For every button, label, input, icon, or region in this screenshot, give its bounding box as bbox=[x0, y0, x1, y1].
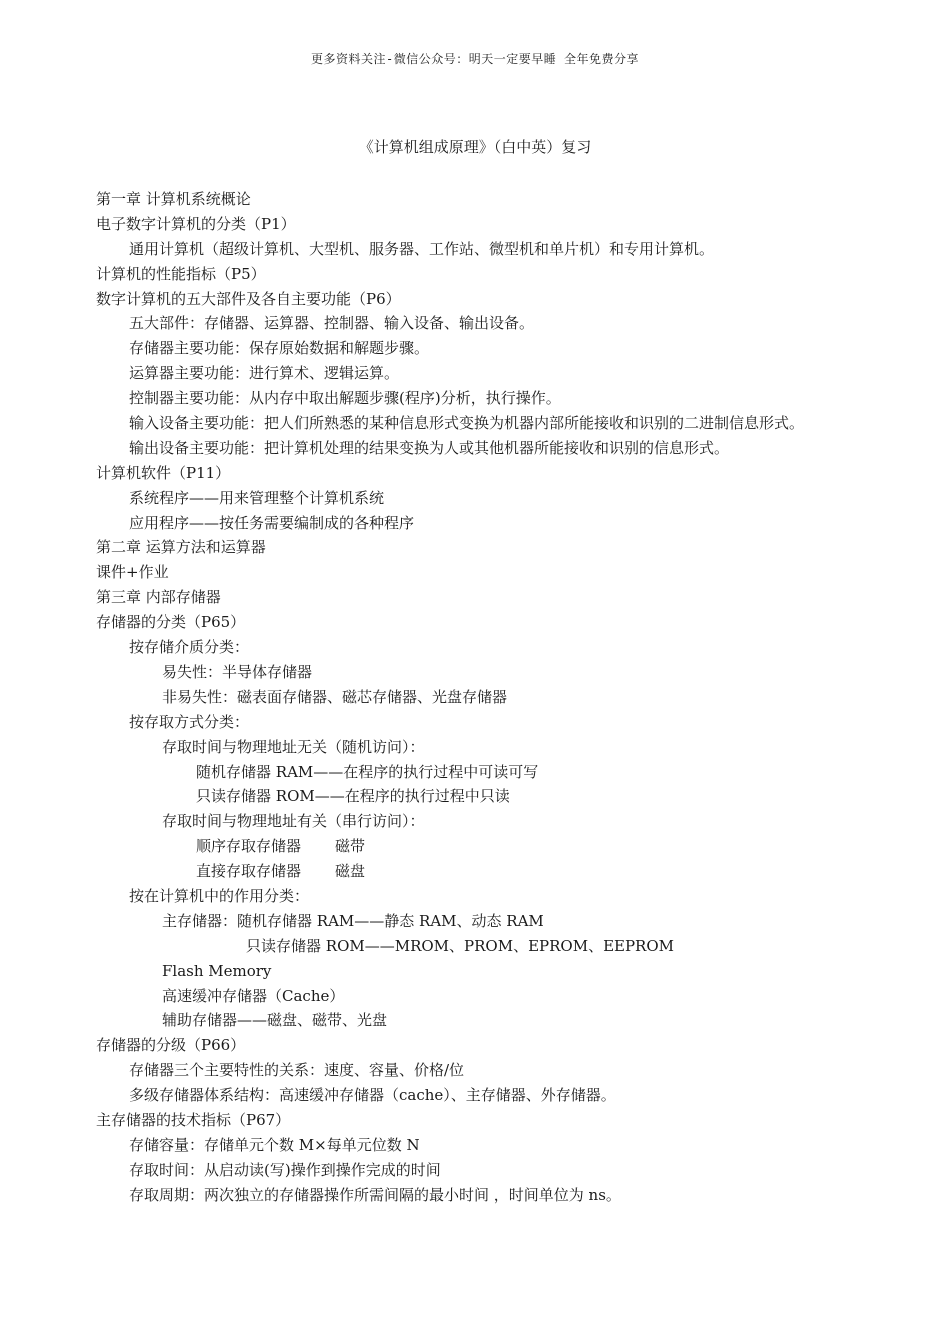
text-line bbox=[96, 884, 866, 909]
line-text: 按存取方式分类： bbox=[129, 712, 250, 731]
text-line bbox=[96, 1133, 866, 1158]
line-tail-text: 磁盘 bbox=[335, 862, 366, 881]
line-text: 按在计算机中的作用分类： bbox=[129, 886, 310, 905]
text-line bbox=[96, 909, 866, 934]
line-text: 第一章 计算机系统概论 bbox=[96, 190, 251, 208]
line-text: 随机存储器 RAM——在程序的执行过程中可读可写 bbox=[196, 762, 539, 781]
text-line bbox=[96, 1033, 866, 1058]
text-line bbox=[96, 809, 866, 834]
text-line bbox=[96, 411, 866, 436]
line-text: 主存储器的技术指标（P67） bbox=[96, 1110, 291, 1129]
text-line bbox=[96, 760, 866, 785]
text-line bbox=[96, 660, 866, 685]
line-text: 课件+作业 bbox=[96, 563, 169, 582]
line-text: 第二章 运算方法和运算器 bbox=[96, 538, 266, 557]
text-line bbox=[96, 436, 866, 461]
text-line bbox=[96, 187, 866, 212]
document-body bbox=[96, 187, 866, 1208]
document-title: 《计算机组成原理》（白中英）复习 bbox=[358, 138, 592, 156]
text-line bbox=[96, 361, 866, 386]
text-line bbox=[96, 461, 866, 486]
line-text: 存取周期：两次独立的存储器操作所需间隔的最小时间 ，时间单位为 ns。 bbox=[129, 1185, 621, 1204]
text-line bbox=[96, 859, 866, 884]
text-line bbox=[96, 237, 866, 262]
line-text: 五大部件：存储器、运算器、控制器、输入设备、输出设备。 bbox=[129, 314, 535, 333]
line-tail-text: 磁带 bbox=[335, 837, 366, 856]
line-text: 存储器的分级（P66） bbox=[96, 1036, 246, 1055]
text-line bbox=[96, 984, 866, 1009]
line-text: 计算机软件（P11） bbox=[96, 463, 231, 482]
line-text: 多级存储器体系结构：高速缓冲存储器（cache）、主存储器、外存储器。 bbox=[129, 1086, 616, 1105]
text-line bbox=[96, 784, 866, 809]
line-text: 数字计算机的五大部件及各自主要功能（P6） bbox=[96, 289, 401, 308]
line-text: 存储器的分类（P65） bbox=[96, 613, 246, 632]
line-text: 只读存储器 ROM——MROM、PROM、EPROM、EEPROM bbox=[246, 936, 675, 955]
text-line bbox=[96, 511, 866, 536]
text-line bbox=[96, 735, 866, 760]
text-line bbox=[96, 486, 866, 511]
page-header: 更多资料关注-微信公众号：明天一定要早睡 全年免费分享 bbox=[311, 52, 639, 66]
text-line bbox=[96, 685, 866, 710]
line-text: 应用程序——按任务需要编制成的各种程序 bbox=[129, 513, 415, 532]
text-line bbox=[96, 1083, 866, 1108]
line-text: 存取时间与物理地址有关（串行访问）： bbox=[162, 812, 425, 831]
text-line bbox=[96, 610, 866, 635]
text-line bbox=[96, 585, 866, 610]
line-text: 按存储介质分类： bbox=[129, 638, 250, 657]
line-text: 运算器主要功能：进行算术、逻辑运算。 bbox=[129, 364, 400, 383]
text-line bbox=[96, 834, 866, 859]
line-text: 系统程序——用来管理整个计算机系统 bbox=[129, 488, 385, 507]
text-line bbox=[96, 386, 866, 411]
line-text: 主存储器：随机存储器 RAM——静态 RAM、动态 RAM bbox=[162, 911, 544, 930]
text-line bbox=[96, 287, 866, 312]
text-line bbox=[96, 336, 866, 361]
line-text: 控制器主要功能：从内存中取出解题步骤(程序)分析，执行操作。 bbox=[129, 389, 561, 408]
line-text: 存储容量：存储单元个数 M×每单元位数 N bbox=[129, 1135, 420, 1154]
line-text: 通用计算机（超级计算机、大型机、服务器、工作站、微型机和单片机）和专用计算机。 bbox=[129, 239, 715, 258]
line-text: 计算机的性能指标（P5） bbox=[96, 264, 266, 283]
text-line bbox=[96, 262, 866, 287]
text-line bbox=[96, 635, 866, 660]
text-line bbox=[96, 1183, 866, 1208]
line-text: 辅助存储器——磁盘、磁带、光盘 bbox=[162, 1011, 388, 1030]
line-text: 存储器主要功能：保存原始数据和解题步骤。 bbox=[129, 339, 430, 358]
line-text: 存取时间与物理地址无关（随机访问）： bbox=[162, 737, 425, 756]
line-text: 存取时间：从启动读(写)操作到操作完成的时间 bbox=[129, 1160, 441, 1179]
text-line bbox=[96, 710, 866, 735]
text-line bbox=[96, 959, 866, 984]
line-text: 输入设备主要功能：把人们所熟悉的某种信息形式变换为机器内部所能接收和识别的二进制信息形式。 bbox=[129, 414, 805, 433]
line-text: 顺序存取存储器 bbox=[196, 837, 302, 856]
line-text: 非易失性：磁表面存储器、磁芯存储器、光盘存储器 bbox=[162, 687, 508, 706]
text-line bbox=[96, 560, 866, 585]
line-text: 存储器三个主要特性的关系：速度、容量、价格/位 bbox=[129, 1061, 465, 1080]
text-line bbox=[96, 535, 866, 560]
line-text: Flash Memory bbox=[162, 961, 272, 980]
line-text: 直接存取存储器 bbox=[196, 862, 302, 881]
text-line bbox=[96, 1058, 866, 1083]
line-text: 只读存储器 ROM——在程序的执行过程中只读 bbox=[196, 787, 510, 806]
line-text: 易失性：半导体存储器 bbox=[162, 662, 313, 681]
line-text: 输出设备主要功能：把计算机处理的结果变换为人或其他机器所能接收和识别的信息形式。 bbox=[129, 438, 730, 457]
line-text: 第三章 内部存储器 bbox=[96, 588, 221, 607]
text-line bbox=[96, 1008, 866, 1033]
text-line bbox=[96, 1108, 866, 1133]
text-line bbox=[96, 934, 866, 959]
text-line bbox=[96, 1158, 866, 1183]
text-line bbox=[96, 311, 866, 336]
line-text: 电子数字计算机的分类（P1） bbox=[96, 214, 296, 233]
line-text: 高速缓冲存储器（Cache） bbox=[162, 986, 345, 1005]
text-line bbox=[96, 212, 866, 237]
